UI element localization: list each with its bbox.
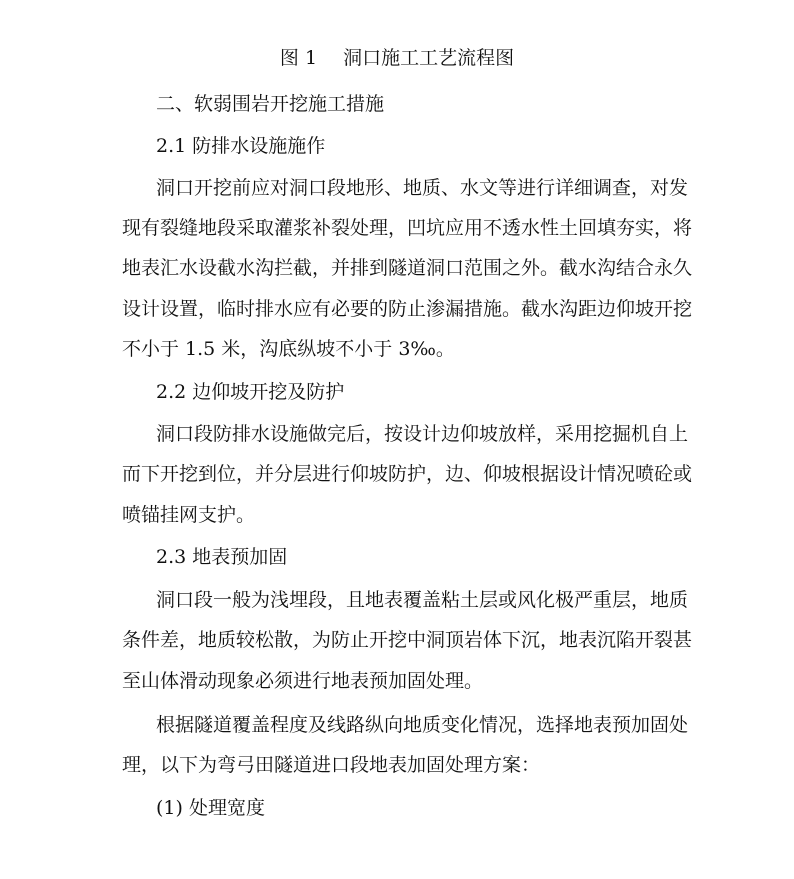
paragraph-line: 喷锚挂网支护。	[122, 504, 256, 526]
paragraph-line: 洞口开挖前应对洞口段地形、地质、水文等进行详细调查，对发	[156, 177, 689, 199]
subsection-heading-2-1: 2.1 防排水设施施作	[156, 135, 326, 157]
figure-caption	[0, 44, 794, 72]
figure-label: 图 1	[279, 47, 318, 69]
subsection-heading-2-2: 2.2 边仰坡开挖及防护	[156, 381, 345, 403]
section-heading: 二、软弱围岩开挖施工措施	[156, 93, 385, 115]
paragraph-line: 洞口段一般为浅埋段，且地表覆盖粘土层或风化极严重层，地质	[156, 589, 689, 611]
paragraph-line: 至山体滑动现象必须进行地表预加固处理。	[122, 670, 484, 692]
paragraph-line: 不小于 1.5 米，沟底纵坡不小于 3‰。	[122, 338, 455, 360]
subsection-heading-2-3: 2.3 地表预加固	[156, 546, 288, 568]
item-heading: (1) 处理宽度	[156, 797, 265, 819]
paragraph-line: 理，以下为弯弓田隧道进口段地表加固处理方案：	[122, 754, 541, 776]
paragraph-line: 而下开挖到位，并分层进行仰坡防护，边、仰坡根据设计情况喷砼或	[122, 463, 693, 485]
paragraph-line: 现有裂缝地段采取灌浆补裂处理，凹坑应用不透水性土回填夯实，将	[122, 217, 693, 239]
paragraph-line: 设计设置，临时排水应有必要的防止渗漏措施。截水沟距边仰坡开挖	[122, 298, 693, 320]
paragraph-line: 洞口段防排水设施做完后，按设计边仰坡放样，采用挖掘机自上	[156, 423, 689, 445]
paragraph-line: 地表汇水设截水沟拦截，并排到隧道洞口范围之外。截水沟结合永久	[122, 257, 693, 279]
figure-title: 洞口施工工艺流程图	[343, 47, 515, 69]
paragraph-line: 根据隧道覆盖程度及线路纵向地质变化情况，选择地表预加固处	[156, 714, 689, 736]
paragraph-line: 条件差，地质较松散，为防止开挖中洞顶岩体下沉，地表沉陷开裂甚	[122, 629, 693, 651]
